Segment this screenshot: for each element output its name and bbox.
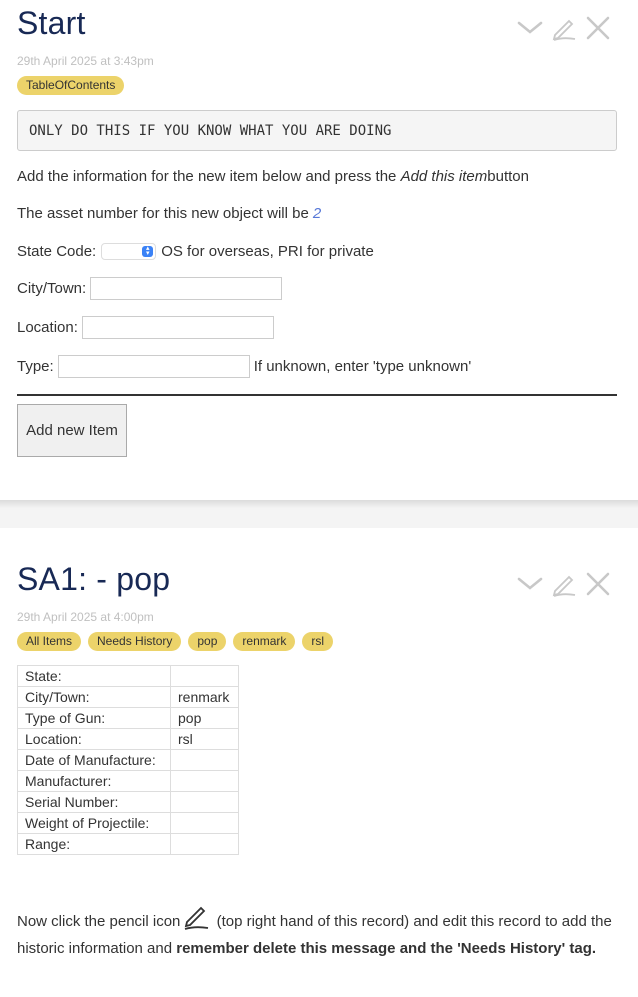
table-row — [18, 750, 239, 771]
table-row — [18, 708, 239, 729]
asset-number-link[interactable]: 2 — [312, 205, 322, 222]
tag-list — [17, 76, 124, 95]
row-key: Manufacturer: — [18, 771, 171, 792]
edit-button[interactable] — [550, 14, 578, 42]
tiddler-controls — [516, 14, 612, 42]
tag-pop[interactable]: pop — [188, 632, 226, 651]
story-divider — [0, 500, 638, 508]
type-row — [17, 355, 471, 378]
type-label: Type: — [17, 358, 54, 375]
asset-number-text: The asset number for this new object will be — [17, 205, 309, 222]
table-row — [18, 813, 239, 834]
state-code-hint: OS for overseas, PRI for private — [161, 243, 374, 260]
tag-renmark[interactable]: renmark — [233, 632, 295, 651]
add-new-item-button[interactable]: Add new Item — [17, 404, 127, 457]
row-value: pop — [171, 708, 239, 729]
warning-code-block: ONLY DO THIS IF YOU KNOW WHAT YOU ARE DOING — [17, 110, 617, 151]
location-row — [17, 316, 278, 339]
row-key: Serial Number: — [18, 792, 171, 813]
chevron-down-icon — [517, 21, 543, 35]
pencil-icon — [551, 571, 577, 597]
close-icon — [585, 571, 611, 597]
asset-number-line — [17, 205, 321, 222]
tag-needs-history[interactable]: Needs History — [88, 632, 181, 651]
city-row — [17, 277, 286, 300]
intro-pre: Add the information for the new item below and press the — [17, 168, 397, 185]
row-key: State: — [18, 666, 171, 687]
table-row — [18, 792, 239, 813]
tiddler-title: SA1: - pop — [17, 561, 171, 597]
table-row — [18, 729, 239, 750]
state-code-select[interactable] — [101, 243, 156, 260]
table-row — [18, 834, 239, 855]
table-row — [18, 771, 239, 792]
row-value — [171, 813, 239, 834]
row-value — [171, 792, 239, 813]
type-input[interactable] — [58, 355, 250, 378]
close-icon — [585, 15, 611, 41]
tiddler-record — [0, 528, 638, 997]
table-row — [18, 687, 239, 708]
instruction-note — [17, 903, 617, 959]
row-key: Type of Gun: — [18, 708, 171, 729]
note-pre: Now click the pencil icon — [17, 913, 181, 930]
row-value: rsl — [171, 729, 239, 750]
city-label: City/Town: — [17, 280, 87, 297]
row-key: Range: — [18, 834, 171, 855]
state-code-row — [17, 243, 374, 260]
tag-list — [17, 632, 333, 651]
horizontal-rule — [17, 394, 617, 396]
tiddler-controls — [516, 570, 612, 598]
intro-post: button — [487, 168, 529, 185]
location-label: Location: — [17, 319, 78, 336]
tag-all-items[interactable]: All Items — [17, 632, 81, 651]
row-value — [171, 750, 239, 771]
type-hint: If unknown, enter 'type unknown' — [253, 358, 472, 375]
pencil-icon — [183, 903, 209, 938]
close-button[interactable] — [584, 570, 612, 598]
tiddler-subtitle: 29th April 2025 at 4:00pm — [17, 610, 154, 624]
row-value — [171, 771, 239, 792]
intro-text — [17, 168, 529, 185]
row-key: Location: — [18, 729, 171, 750]
city-input[interactable] — [90, 277, 282, 300]
close-button[interactable] — [584, 14, 612, 42]
note-mid: (top right hand of this record) and edit this record to add the historic information and — [17, 913, 612, 957]
state-code-label: State Code: — [17, 243, 97, 260]
record-table — [17, 665, 239, 855]
fold-button[interactable] — [516, 570, 544, 598]
row-key: Date of Manufacture: — [18, 750, 171, 771]
row-key: Weight of Projectile: — [18, 813, 171, 834]
row-value — [171, 834, 239, 855]
tag-rsl[interactable]: rsl — [302, 632, 333, 651]
note-bold: remember delete this message and the 'Needs History' tag. — [176, 939, 597, 957]
chevron-down-icon — [517, 577, 543, 591]
pencil-icon — [551, 15, 577, 41]
edit-button[interactable] — [550, 570, 578, 598]
row-value: renmark — [171, 687, 239, 708]
tag-tableofcontents[interactable]: TableOfContents — [17, 76, 124, 95]
select-arrows-icon: ▴ ▾ — [142, 246, 153, 257]
tiddler-title: Start — [17, 5, 86, 41]
location-input[interactable] — [82, 316, 274, 339]
row-key: City/Town: — [18, 687, 171, 708]
tiddler-subtitle: 29th April 2025 at 3:43pm — [17, 54, 154, 68]
row-value — [171, 666, 239, 687]
table-row — [18, 666, 239, 687]
fold-button[interactable] — [516, 14, 544, 42]
intro-em: Add this item — [400, 168, 488, 185]
